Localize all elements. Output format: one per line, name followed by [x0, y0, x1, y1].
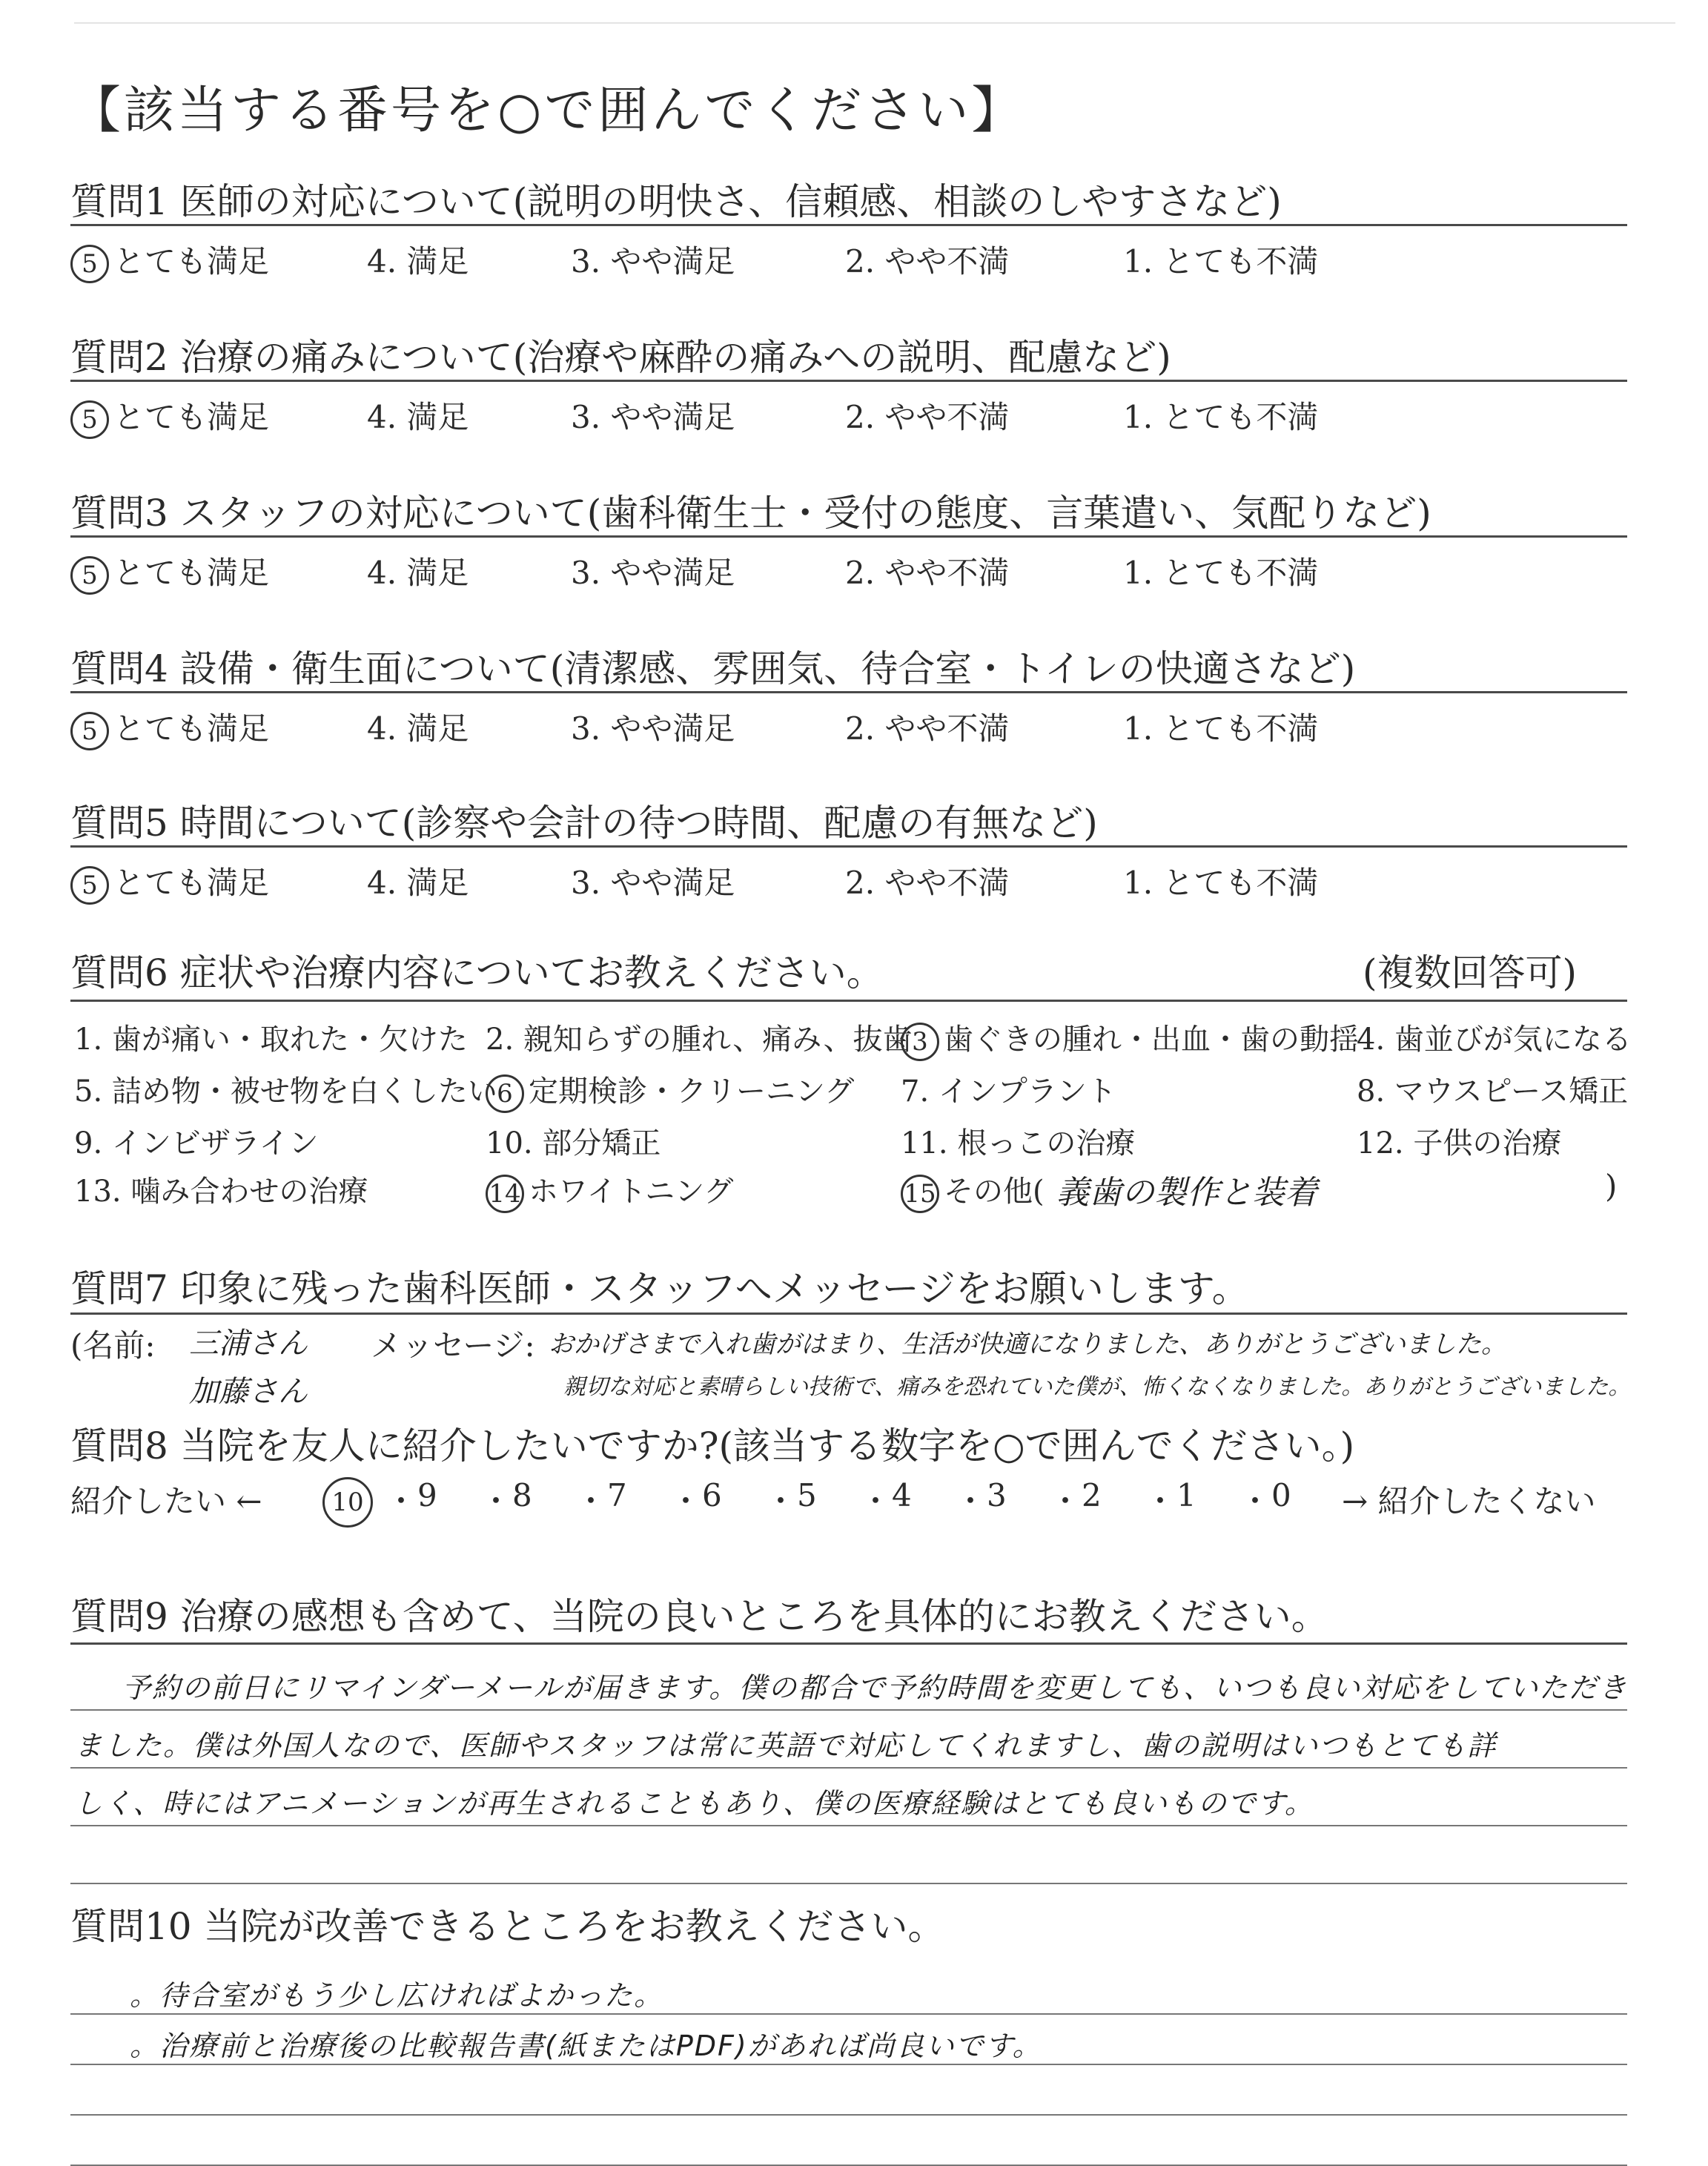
q1-option-4[interactable]	[367, 237, 469, 282]
q6-option-3[interactable]	[901, 1016, 1359, 1061]
option-label: 2. やや不満	[845, 865, 1010, 901]
option-label: とても満足	[113, 243, 270, 280]
q9-answer-line-3[interactable]: しく、時にはアニメーションが再生されることもあり、僕の医療経験はとても良いものです。	[74, 1787, 1314, 1820]
q6-option-9[interactable]	[74, 1120, 319, 1162]
q9-writing-rule	[70, 1825, 1627, 1826]
q8-scale-4[interactable]	[892, 1477, 912, 1513]
q6-option-text: 2. 親知らずの腫れ、痛み、抜歯	[486, 1023, 913, 1057]
q8-scale-2[interactable]	[1082, 1477, 1102, 1513]
q4-option-1[interactable]	[1123, 704, 1318, 749]
q5-option-3[interactable]	[571, 859, 735, 903]
q6-option-text: 1. 歯が痛い・取れた・欠けた	[74, 1023, 468, 1057]
q10-writing-rule	[70, 2064, 1627, 2065]
q8-label: 質問8 当院を友人に紹介したいですか?(該当する数字を○で囲んでください。)	[70, 1424, 1355, 1467]
option-label: 3. やや満足	[571, 243, 735, 280]
q3-option-1[interactable]	[1123, 549, 1318, 593]
option-label: 2. やや不満	[845, 243, 1010, 280]
question-5-rule	[70, 845, 1627, 848]
q8-scale-dot: ・	[765, 1483, 797, 1519]
q8-scale-dot: ・	[1145, 1483, 1176, 1519]
q2-option-3[interactable]	[571, 393, 735, 438]
q6-option-text: ホワイトニング	[529, 1175, 734, 1209]
q8-scale-1[interactable]	[1176, 1477, 1196, 1513]
option-label: 2. やや不満	[845, 710, 1010, 747]
q6-option-text: その他(	[944, 1175, 1045, 1209]
q8-scale-dot: ・	[385, 1483, 417, 1519]
q6-option-2[interactable]	[486, 1016, 913, 1058]
q4-option-4[interactable]	[367, 704, 469, 749]
q8-scale-0[interactable]	[1271, 1477, 1291, 1513]
q9-writing-rule	[70, 1767, 1627, 1769]
selected-circle-mark: 5	[70, 712, 109, 750]
option-label: 1. とても不満	[1123, 399, 1319, 435]
q5-option-4[interactable]	[367, 859, 469, 903]
q8-scale-value: 9	[417, 1477, 437, 1513]
q5-option-5[interactable]	[70, 859, 269, 905]
option-label: とても満足	[113, 399, 270, 435]
q6-rule	[70, 1000, 1627, 1002]
q5-option-1[interactable]	[1123, 859, 1318, 903]
selected-circle-mark: 5	[70, 866, 109, 905]
q6-option-text: 5. 詰め物・被せ物を白くしたい	[74, 1074, 497, 1109]
option-label: 3. やや満足	[571, 399, 735, 435]
q8-scale-value: 2	[1082, 1477, 1102, 1513]
q3-option-2[interactable]	[845, 549, 1009, 593]
q9-writing-rule	[70, 1709, 1627, 1711]
q6-option-15[interactable]	[901, 1168, 1045, 1213]
q3-option-3[interactable]	[571, 549, 735, 593]
question-5-label: 質問5 時間について(診察や会計の待つ時間、配慮の有無など)	[70, 802, 1098, 845]
q2-option-1[interactable]	[1123, 393, 1318, 438]
q6-option-1[interactable]	[74, 1016, 468, 1058]
selected-circle-mark: 5	[70, 556, 109, 595]
q6-option-4[interactable]	[1357, 1016, 1632, 1058]
q6-option-text: 11. 根っこの治療	[901, 1126, 1136, 1160]
q2-option-2[interactable]	[845, 393, 1009, 438]
q1-option-1[interactable]	[1123, 237, 1318, 282]
q8-scale-8[interactable]	[512, 1477, 532, 1513]
option-label: 4. 満足	[367, 399, 469, 435]
option-label: 3. やや満足	[571, 865, 735, 901]
q6-option-text: 歯ぐきの腫れ・出血・歯の動揺	[944, 1023, 1359, 1057]
q6-option-5[interactable]	[74, 1068, 497, 1110]
q6-other-answer[interactable]: 義歯の製作と装着	[1056, 1174, 1317, 1212]
q6-option-6[interactable]	[486, 1068, 854, 1113]
q7-label: 質問7 印象に残った歯科医師・スタッフへメッセージをお願いします。	[70, 1267, 1249, 1310]
q2-option-5[interactable]	[70, 393, 269, 439]
q8-scale-value: 3	[987, 1477, 1007, 1513]
question-2-rule	[70, 380, 1627, 382]
option-label: 1. とても不満	[1123, 243, 1319, 280]
q10-label: 質問10 当院が改善できるところをお教えください。	[70, 1905, 945, 1948]
q8-scale-value: 8	[512, 1477, 532, 1513]
q4-option-3[interactable]	[571, 704, 735, 749]
option-label: 3. やや満足	[571, 710, 735, 747]
q8-scale-dot: ・	[670, 1483, 702, 1519]
option-label: 1. とても不満	[1123, 710, 1319, 747]
q8-scale-value: 1	[1176, 1477, 1196, 1513]
q7-message-line-1[interactable]: おかげさまで入れ歯がはまり、生活が快適になりました、ありがとうございました。	[549, 1330, 1506, 1359]
q6-close-paren: )	[1605, 1168, 1618, 1204]
option-label: 2. やや不満	[845, 399, 1010, 435]
q9-answer-line-1[interactable]: 予約の前日にリマインダーメールが届きます。僕の都合で予約時間を変更しても、いつも良い対応をしていただき	[122, 1671, 1629, 1704]
q7-rule	[70, 1313, 1627, 1315]
q9-answer-line-2[interactable]: ました。僕は外国人なので、医師やスタッフは常に英語で対応してくれますし、歯の説明はいつもとても詳	[74, 1729, 1497, 1762]
selected-circle-mark: 6	[486, 1074, 524, 1113]
q8-scale-dot: ・	[1050, 1483, 1082, 1519]
selected-circle-mark: 14	[486, 1175, 524, 1213]
q7-name-label: (名前:	[70, 1327, 156, 1364]
question-2-label: 質問2 治療の痛みについて(治療や麻酔の痛みへの説明、配慮など)	[70, 336, 1171, 379]
q3-option-5[interactable]	[70, 549, 269, 595]
question-4-label: 質問4 設備・衛生面について(清潔感、雰囲気、待合室・トイレの快適さなど)	[70, 647, 1356, 690]
q6-option-text: 4. 歯並びが気になる	[1357, 1023, 1632, 1057]
q1-option-2[interactable]	[845, 237, 1009, 282]
q7-message-label: メッセージ:	[371, 1327, 535, 1364]
q6-option-14[interactable]	[486, 1168, 733, 1213]
q6-option-12[interactable]	[1357, 1120, 1561, 1162]
q7-name-2[interactable]: 加藤さん	[189, 1375, 308, 1409]
page-top-edge	[74, 22, 1675, 24]
option-label: 1. とても不満	[1123, 865, 1319, 901]
option-label: 4. 満足	[367, 865, 469, 901]
q6-option-text: 9. インビザライン	[74, 1126, 319, 1160]
q8-scale-10[interactable]	[322, 1477, 377, 1528]
q6-option-text: 10. 部分矯正	[486, 1126, 661, 1160]
q10-answer-line-2[interactable]: 。治療前と治療後の比較報告書(紙またはPDF)があれば尚良いです。	[130, 2030, 1042, 2062]
q4-option-5[interactable]	[70, 704, 269, 750]
q6-option-text: 7. インプラント	[901, 1074, 1116, 1109]
q6-option-8[interactable]	[1357, 1068, 1628, 1110]
q6-note: (複数回答可)	[1363, 951, 1578, 994]
q8-scale-dot: ・	[1239, 1483, 1271, 1519]
q8-scale-dot: ・	[860, 1483, 892, 1519]
q8-scale-value: 0	[1271, 1477, 1291, 1513]
q8-scale-value: 4	[892, 1477, 912, 1513]
q6-label: 質問6 症状や治療内容についてお教えください。	[70, 951, 884, 994]
option-label: とても満足	[113, 865, 270, 901]
option-label: 3. やや満足	[571, 555, 735, 591]
q1-option-3[interactable]	[571, 237, 735, 282]
q8-scale-value: 5	[797, 1477, 817, 1513]
q1-option-5[interactable]	[70, 237, 269, 283]
option-label: 4. 満足	[367, 243, 469, 280]
q8-left-label: 紹介したい ←	[70, 1483, 262, 1519]
question-4-rule	[70, 691, 1627, 693]
q8-scale-3[interactable]	[987, 1477, 1007, 1513]
q4-option-2[interactable]	[845, 704, 1009, 749]
q6-option-7[interactable]	[901, 1068, 1116, 1110]
q8-scale-value: 6	[702, 1477, 722, 1513]
selected-circle-mark: 10	[322, 1477, 373, 1528]
q9-rule	[70, 1642, 1627, 1645]
option-label: 2. やや不満	[845, 555, 1010, 591]
q8-scale-value: 7	[607, 1477, 627, 1513]
q8-scale-6[interactable]	[702, 1477, 722, 1513]
q6-option-text: 13. 噛み合わせの治療	[74, 1175, 368, 1209]
q7-name-1[interactable]: 三浦さん	[189, 1327, 308, 1361]
q8-scale-9[interactable]	[417, 1477, 437, 1513]
q9-writing-rule	[70, 1883, 1627, 1884]
q8-scale-dot: ・	[575, 1483, 607, 1519]
q10-writing-rule	[70, 2114, 1627, 2116]
option-label: 4. 満足	[367, 710, 469, 747]
q5-option-2[interactable]	[845, 859, 1009, 903]
q6-option-11[interactable]	[901, 1120, 1135, 1162]
selected-circle-mark: 5	[70, 245, 109, 283]
option-label: 4. 満足	[367, 555, 469, 591]
q2-option-4[interactable]	[367, 393, 469, 438]
q8-scale-dot: ・	[955, 1483, 987, 1519]
q10-writing-rule	[70, 2013, 1627, 2015]
selected-circle-mark: 15	[901, 1175, 939, 1213]
form-title: 【該当する番号を○で囲んでください】	[70, 82, 1025, 140]
q8-scale-5[interactable]	[797, 1477, 817, 1513]
option-label: とても満足	[113, 555, 270, 591]
question-1-label: 質問1 医師の対応について(説明の明快さ、信頼感、相談のしやすさなど)	[70, 180, 1282, 223]
q9-label: 質問9 治療の感想も含めて、当院の良いところを具体的にお教えください。	[70, 1595, 1328, 1638]
selected-circle-mark: 5	[70, 400, 109, 439]
question-3-label: 質問3 スタッフの対応について(歯科衛生士・受付の態度、言葉遣い、気配りなど)	[70, 492, 1431, 535]
option-label: 1. とても不満	[1123, 555, 1319, 591]
question-3-rule	[70, 535, 1627, 538]
q6-option-text: 8. マウスピース矯正	[1357, 1074, 1629, 1109]
q6-option-13[interactable]	[74, 1168, 368, 1210]
q7-message-line-2[interactable]: 親切な対応と素晴らしい技術で、痛みを恐れていた僕が、怖くなくなりました。ありがとうございました。	[563, 1374, 1631, 1400]
q8-scale-7[interactable]	[607, 1477, 627, 1513]
q10-answer-line-1[interactable]: 。待合室がもう少し広ければよかった。	[130, 1979, 664, 2012]
q6-option-text: 定期検診・クリーニング	[529, 1074, 855, 1109]
q8-right-label: → 紹介したくない	[1342, 1483, 1596, 1519]
q6-option-text: 12. 子供の治療	[1357, 1126, 1562, 1160]
q3-option-4[interactable]	[367, 549, 469, 593]
q6-option-10[interactable]	[486, 1120, 661, 1162]
option-label: とても満足	[113, 710, 270, 747]
q8-scale-dot: ・	[480, 1483, 512, 1519]
question-1-rule	[70, 224, 1627, 226]
selected-circle-mark: 3	[901, 1023, 939, 1061]
